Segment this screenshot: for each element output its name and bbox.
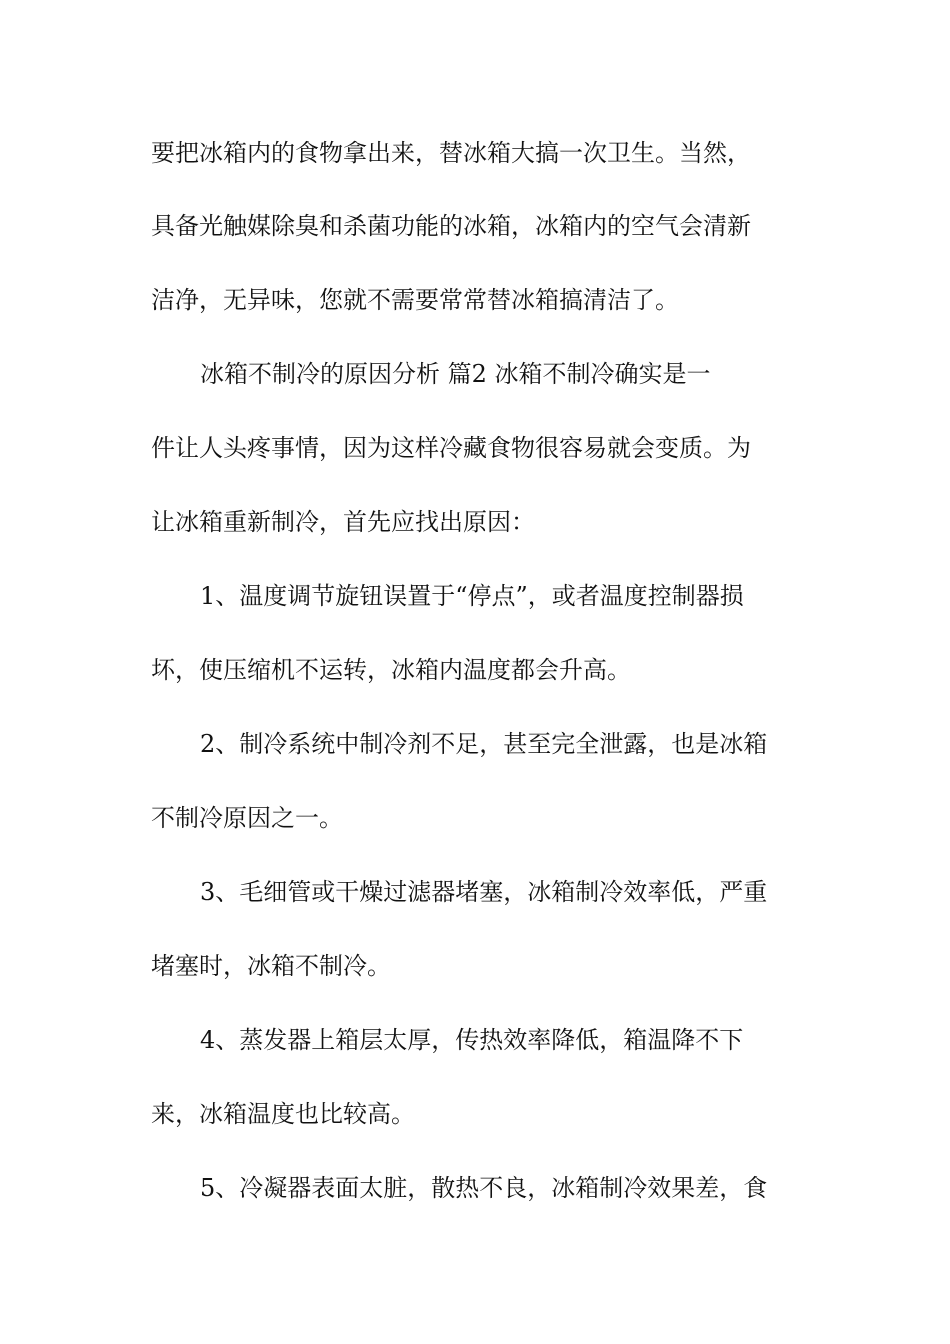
list-item-1-line: 1、温度调节旋钮误置于“停点”，或者温度控制器损	[200, 582, 744, 610]
text-line: 件让人头疼事情，因为这样冷藏食物很容易就会变质。为	[151, 434, 751, 462]
section-heading-line: 冰箱不制冷的原因分析 篇2 冰箱不制冷确实是一	[200, 360, 711, 388]
list-item-3-line: 3、毛细管或干燥过滤器堵塞，冰箱制冷效率低，严重	[200, 878, 768, 906]
text-line: 洁净，无异味，您就不需要常常替冰箱搞清洁了。	[151, 286, 679, 314]
text-line: 堵塞时，冰箱不制冷。	[151, 952, 391, 980]
text-line: 具备光触媒除臭和杀菌功能的冰箱，冰箱内的空气会清新	[151, 212, 751, 240]
list-item-2-line: 2、制冷系统中制冷剂不足，甚至完全泄露，也是冰箱	[200, 730, 768, 758]
list-item-5-line: 5、冷凝器表面太脏，散热不良，冰箱制冷效果差，食	[200, 1174, 768, 1202]
text-line: 来，冰箱温度也比较高。	[151, 1100, 415, 1128]
text-line: 不制冷原因之一。	[151, 804, 343, 832]
text-line: 坏，使压缩机不运转，冰箱内温度都会升高。	[151, 656, 631, 684]
list-item-4-line: 4、蒸发器上箱层太厚，传热效率降低，箱温降不下	[200, 1026, 744, 1054]
text-line: 要把冰箱内的食物拿出来，替冰箱大搞一次卫生。当然，	[151, 139, 751, 167]
text-line: 让冰箱重新制冷，首先应找出原因：	[151, 508, 535, 536]
